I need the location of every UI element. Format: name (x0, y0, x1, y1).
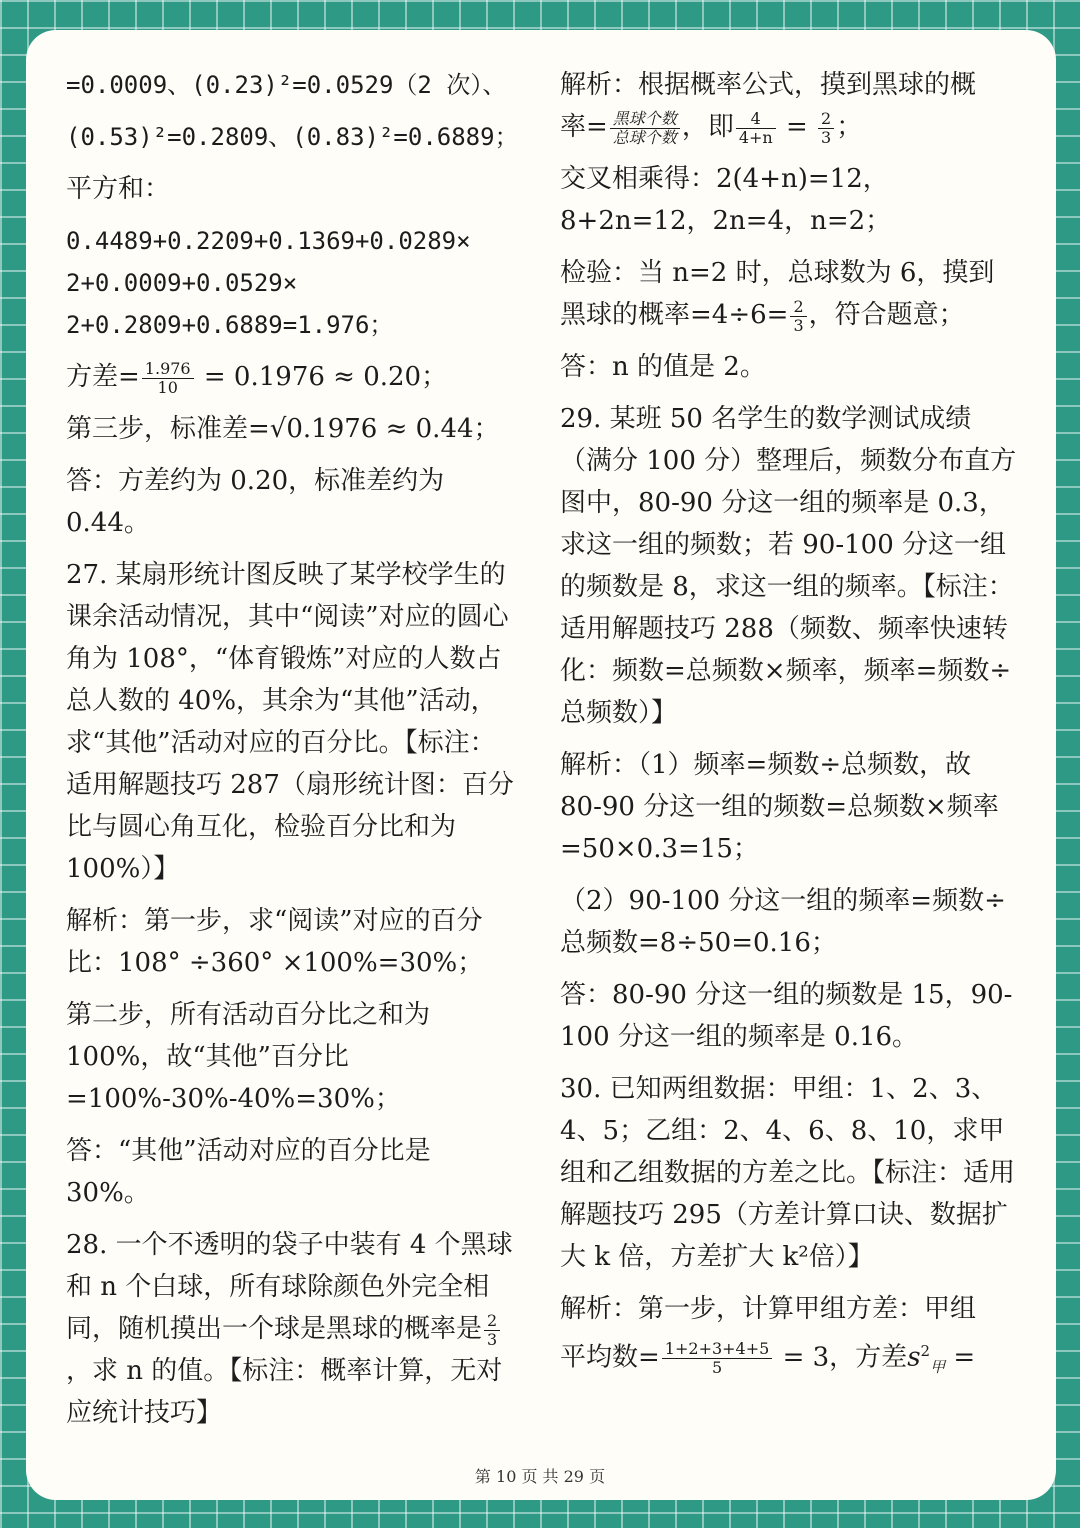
solution-30-line1: 解析：第一步，计算甲组方差：甲组 (560, 1294, 977, 1324)
answer-27: 答：“其他”活动对应的百分比是 30%。 (66, 1136, 431, 1208)
variance-line: 方差= $\frac{1.976}{10}$ = 0.1976 ≈ 0.20； (66, 358, 448, 397)
sum-line-1: 0.4489+0.2209+0.1369+0.0289× (66, 227, 471, 255)
sum-line-3: 2+0.2809+0.6889=1.976； (66, 311, 394, 339)
equation-fraction-left: $\frac{4}{4+n}$ (736, 110, 776, 147)
sum-title: 平方和： (66, 174, 171, 204)
solution-28-line2: 率= $\frac{\text{黑球个数}}{\text{总球个数}}$ ，即 $\frac{4}{4+n}$ = $\frac{2}{3}$ ； (560, 108, 863, 147)
solution-28-cross: 交叉相乘得：2(4+n)=12，8+2n=12，2n=4，n=2； (560, 164, 892, 236)
solution-28-line1: 解析：根据概率公式，摸到黑球的概 (560, 70, 977, 100)
variance-fraction: $\frac{1.976}{10}$ (142, 360, 194, 397)
right-column (560, 64, 1020, 1398)
left-column (66, 64, 520, 1444)
page-number-footer: 第 10 页 共 29 页 (474, 1467, 606, 1486)
std-line: 第三步，标准差=√0.1976 ≈ 0.44； (66, 414, 500, 444)
calc-line-2: (0.53)²=0.2809、(0.83)²=0.6889； (66, 123, 519, 151)
answer-26: 答：方差约为 0.20，标准差约为 0.44。 (66, 466, 445, 538)
answer-28: 答：n 的值是 2。 (560, 352, 766, 382)
check-fraction: $\frac{2}{3}$ (790, 298, 806, 335)
question-27: 27. 某扇形统计图反映了某学校学生的课余活动情况，其中“阅读”对应的圆心角为 108°，“体育锻炼”对应的人数占总人数的 40%，其余为“其他”活动，求“其他”活动对应的百分比。【标注：适用解题技巧 287（扇形统计图：百分比与圆心角互化，检验百分比和为 100%）】 (66, 560, 514, 884)
page-sheet (26, 30, 1056, 1500)
calc-line-1: =0.0009、(0.23)²=0.0529（2 次）、 (66, 71, 507, 99)
solution-30-line2: 平均数= $\frac{1+2+3+4+5}{5}$ = 3，方差$s^2_甲$ = (560, 1339, 976, 1378)
solution-27-step1: 解析：第一步，求“阅读”对应的百分比：108° ÷360° ×100%=30%； (66, 906, 484, 978)
question-28: 28. 一个不透明的袋子中装有 4 个黑球和 n 个白球，所有球除颜色外完全相同，随机摸出一个球是黑球的概率是 $\frac{2}{3}$ ，求 n 的值。【标注：概率计算，无对应统计技巧】 (66, 1230, 513, 1428)
answer-29: 答：80-90 分这一组的频数是 15，90-100 分这一组的频率是 0.16。 (560, 980, 1013, 1052)
ratio-fraction: $\frac{\text{黑球个数}}{\text{总球个数}}$ (610, 110, 680, 147)
solution-27-step2: 第二步，所有活动百分比之和为 100%，故“其他”百分比=100%-30%-40%=30%； (66, 1000, 431, 1114)
question-30: 30. 已知两组数据：甲组：1、2、3、4、5；乙组：2、4、6、8、10，求甲组和乙组数据的方差之比。【标注：适用解题技巧 295（方差计算口诀、数据扩大 k 倍，方差扩大 k²倍）】 (560, 1074, 1016, 1272)
equation-fraction-right: $\frac{2}{3}$ (818, 110, 834, 147)
solution-29-part2: （2）90-100 分这一组的频率=频数÷总频数=8÷50=0.16； (560, 886, 1006, 958)
mean-fraction: $\frac{1+2+3+4+5}{5}$ (662, 1340, 773, 1377)
probability-fraction: $\frac{2}{3}$ (484, 1312, 500, 1349)
solution-28-check: 检验：当 n=2 时，总球数为 6，摸到黑球的概率=4÷6= $\frac{2}{3}$ ，符合题意； (560, 258, 995, 335)
sum-line-2: 2+0.0009+0.0529× (66, 269, 298, 297)
solution-29-part1: 解析：（1）频率=频数÷总频数，故 80-90 分这一组的频数=总频数×频率=50×0.3=15； (560, 750, 999, 864)
question-29: 29. 某班 50 名学生的数学测试成绩（满分 100 分）整理后，频数分布直方图中，80-90 分这一组的频率是 0.3，求这一组的频数；若 90-100 分这一组的频数是 8，求这一组的频率。【标注：适用解题技巧 288（频数、频率快速转化：频数=总频数×频率，频率=频数÷总频数）】 (560, 404, 1017, 728)
